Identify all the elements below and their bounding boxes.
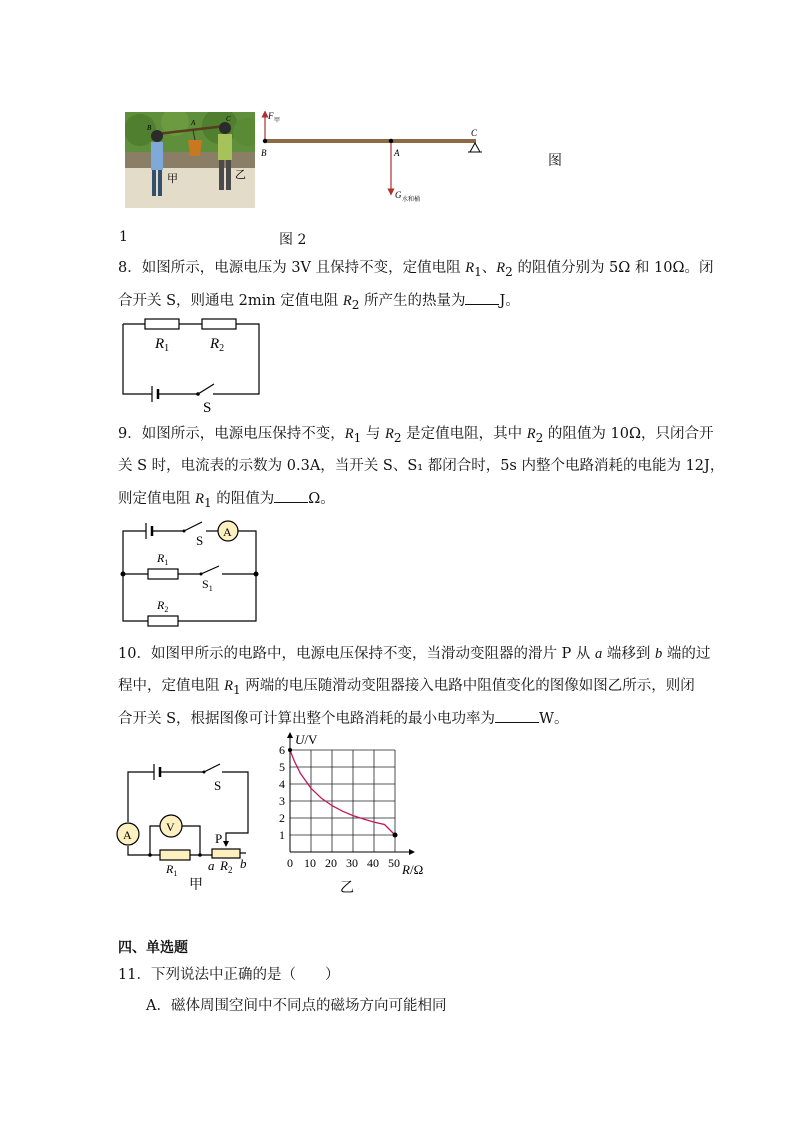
q9-resistor-r2	[148, 616, 178, 626]
chart-x-tick-label: 0	[287, 856, 293, 870]
q9-label-s1: $S_1$	[202, 577, 213, 593]
chart-x-tick-label: 50	[388, 856, 400, 870]
q10-line-2: 程中，定值电阻 $R_1$ 两端的电压随滑动变阻器接入电路中阻值变化的图像如图乙所示，则闭	[118, 678, 695, 697]
q8-line-1: 8．如图所示，电源电压为 3V 且保持不变，定值电阻 $R_1$、$R_2$ 的阻值分别为 5Ω 和 10Ω。闭	[118, 260, 714, 279]
q8-line-2: 合开关 S，则通电 2min 定值电阻 $R_2$ 所产生的热量为 J。	[118, 290, 520, 315]
lever-label-c: C	[471, 128, 478, 138]
lever-label-g: G	[395, 190, 402, 200]
q9-answer-blank[interactable]	[274, 488, 308, 503]
q9-label-r1: $R_1$	[157, 551, 169, 567]
q8-answer-blank[interactable]	[465, 290, 499, 305]
q10-answer-blank[interactable]	[495, 708, 539, 723]
photo-label-a: A	[191, 119, 196, 127]
q10-line-3: 合开关 S，根据图像可计算出整个电路消耗的最小电功率为 W。	[118, 708, 568, 729]
chart-y-arrow	[287, 732, 293, 738]
q10-voltmeter-label: V	[166, 820, 175, 834]
photo-label-yi: 乙	[235, 169, 246, 181]
chart-y-tick-label: 2	[279, 811, 285, 825]
q9-line-3: 则定值电阻 $R_1$ 的阻值为 Ω。	[118, 488, 335, 513]
q9-resistor-r1	[148, 569, 178, 579]
q9-line-1: 9．如图所示，电源电压保持不变，$R_1$ 与 $R_2$ 是定值电阻，其中 $R_2$ 的阻值为 10Ω，只闭合开	[118, 426, 714, 445]
q8-label-r1: $R_1$	[155, 336, 170, 354]
q10-resistor-r1	[160, 850, 190, 860]
q8-label-r2: $R_2$	[210, 336, 225, 354]
q10-label-r1: $R_1$	[166, 862, 178, 878]
chart-end-point	[393, 833, 398, 838]
photo-label-c: C	[226, 115, 231, 123]
q10-rheostat-r2	[212, 849, 240, 858]
q8-resistor-r2	[202, 319, 236, 329]
q10-label-b: b	[240, 856, 247, 871]
q10-label-r2: $R_2$	[220, 858, 233, 875]
q10-label-s: S	[214, 778, 222, 793]
figure-1-photo	[125, 112, 255, 208]
q8-resistor-r1	[145, 319, 179, 329]
q10-label-p: P	[215, 831, 223, 846]
chart-grid	[290, 750, 395, 852]
chart-x-tick-label: 20	[325, 856, 337, 870]
chart-y-tick-label: 4	[279, 777, 285, 791]
q8-label-s: S	[203, 400, 212, 416]
q10-caption-jia: 甲	[189, 878, 203, 890]
q9-label-r2: $R_2$	[157, 598, 169, 614]
photo-label-jia: 甲	[167, 173, 178, 185]
chart-x-arrow	[409, 849, 415, 855]
chart-series-line	[290, 750, 395, 835]
lever-label-f-sub: 甲	[274, 118, 281, 124]
section-4-title: 四、单选题	[118, 940, 188, 956]
chart-series	[288, 748, 398, 838]
lever-label-f: F	[268, 111, 274, 121]
q9-ammeter-label: A	[223, 525, 232, 539]
photo-label-b: B	[147, 124, 152, 132]
chart-start-point	[288, 748, 292, 752]
chart-y-tick-label: 5	[279, 760, 285, 774]
figure-2-lever-diagram	[258, 108, 488, 208]
chart-y-tick-label: 3	[279, 794, 285, 808]
q9-circuit-diagram	[116, 516, 264, 628]
chart-ticks	[279, 743, 400, 870]
q10-circuit-diagram	[116, 760, 276, 890]
q10-line-1: 10．如图甲所示的电路中，电源电压保持不变，当滑动变阻器的滑片 P 从 a 端移到 b 端的过	[118, 646, 711, 662]
lever-label-b: B	[261, 148, 267, 158]
chart-y-tick-label: 1	[279, 828, 285, 842]
lever-label-g-sub: 水和桶	[402, 197, 421, 203]
chart-caption: 乙	[340, 881, 354, 896]
figure-caption-1: 1	[119, 229, 128, 245]
figure-caption-2: 图 2	[279, 232, 307, 248]
q10-label-a: a	[208, 858, 215, 873]
q11-stem: 11．下列说法中正确的是（ ）	[118, 967, 340, 983]
q9-label-s: S	[196, 533, 204, 548]
chart-ylabel: U/V	[295, 732, 318, 747]
chart-x-tick-label: 10	[304, 856, 316, 870]
lever-label-a: A	[394, 148, 400, 158]
q10-chart	[278, 730, 438, 900]
figure-right-label: 图	[548, 153, 562, 169]
q8-circuit-diagram	[118, 312, 268, 416]
q9-line-2: 关 S 时，电流表的示数为 0.3A，当开关 S、S₁ 都闭合时，5s 内整个电路消耗的电能为 12J，	[118, 458, 725, 474]
q11-option-a[interactable]: A．磁体周围空间中不同点的磁场方向可能相同	[146, 998, 447, 1014]
chart-xlabel: R/Ω	[402, 862, 424, 877]
q10-ammeter-label: A	[123, 828, 132, 842]
chart-x-tick-label: 30	[346, 856, 358, 870]
chart-y-tick-label: 6	[279, 743, 285, 757]
chart-x-tick-label: 40	[367, 856, 379, 870]
